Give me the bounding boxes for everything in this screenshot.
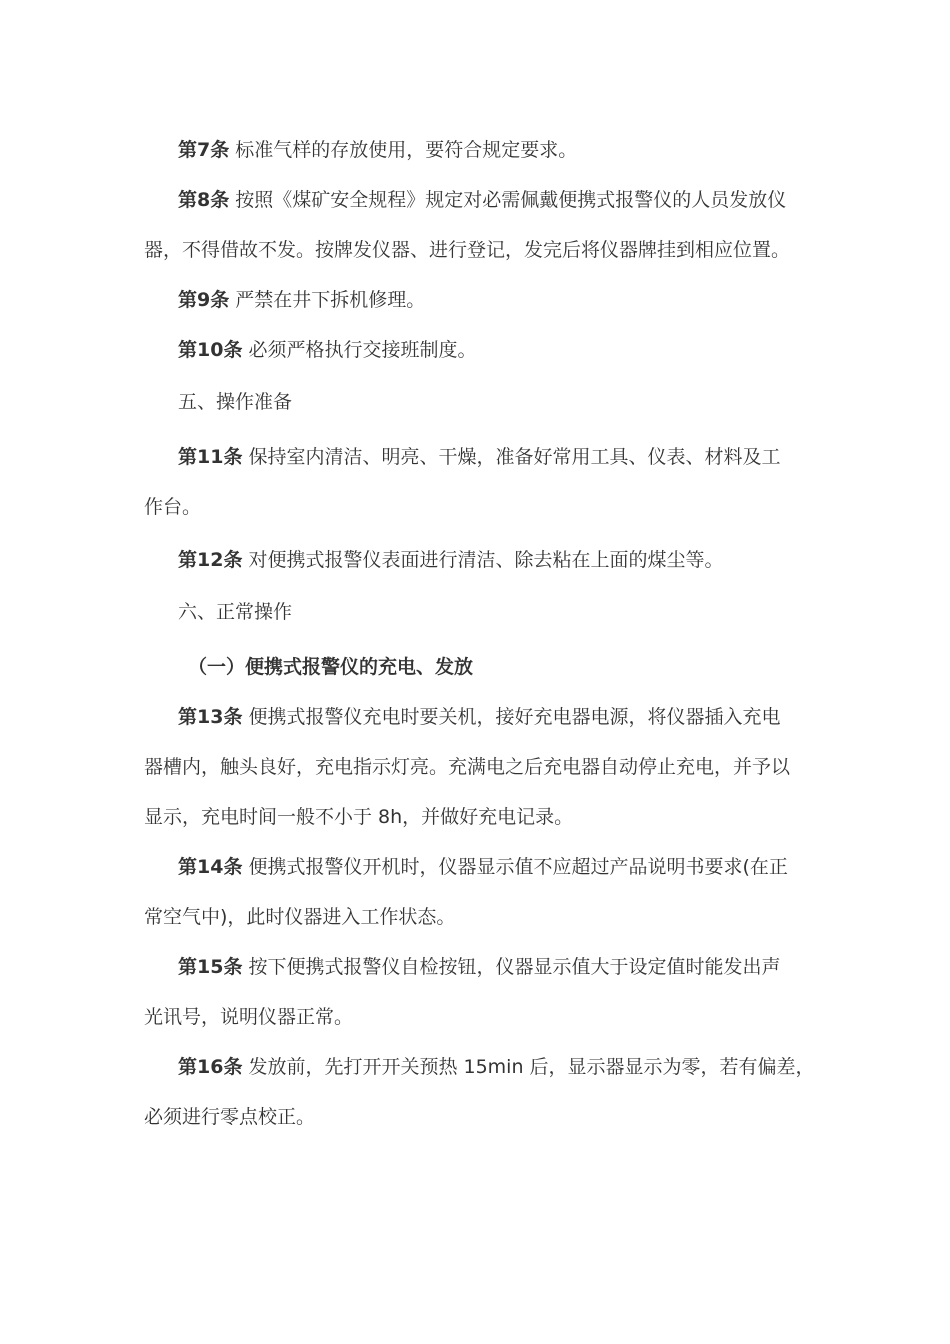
article-11-cont: 作台。 xyxy=(144,496,202,518)
article-text: 保持室内清洁、明亮、干燥，准备好常用工具、仪表、材料及工 xyxy=(248,446,781,468)
article-9 xyxy=(178,287,425,313)
article-8 xyxy=(178,187,786,213)
article-14 xyxy=(178,854,788,880)
article-15-cont: 光讯号，说明仪器正常。 xyxy=(144,1006,354,1028)
article-label: 第15条 xyxy=(178,956,243,978)
section-heading-5: 五、操作准备 xyxy=(178,391,293,413)
article-16-cont: 必须进行零点校正。 xyxy=(144,1106,316,1128)
section-heading-6: 六、正常操作 xyxy=(178,601,293,623)
article-10 xyxy=(178,337,476,363)
article-text: 标准气样的存放使用，要符合规定要求。 xyxy=(235,139,578,161)
article-text: 便携式报警仪充电时要关机，接好充电器电源，将仪器插入充电 xyxy=(248,706,781,728)
article-text: 便携式报警仪开机时，仪器显示值不应超过产品说明书要求(在正 xyxy=(248,856,788,878)
article-label: 第8条 xyxy=(178,189,230,211)
article-label: 第11条 xyxy=(178,446,243,468)
article-label: 第10条 xyxy=(178,339,243,361)
article-16 xyxy=(178,1054,815,1080)
article-label: 第14条 xyxy=(178,856,243,878)
article-15 xyxy=(178,954,780,980)
article-text: 按下便携式报警仪自检按钮，仪器显示值大于设定值时能发出声 xyxy=(248,956,781,978)
article-text: 按照《煤矿安全规程》规定对必需佩戴便携式报警仪的人员发放仪 xyxy=(235,189,787,211)
article-12 xyxy=(178,547,723,573)
article-text: 发放前，先打开开关预热 15min 后，显示器显示为零，若有偏差， xyxy=(248,1056,815,1078)
article-13-cont: 器槽内，触头良好，充电指示灯亮。充满电之后充电器自动停止充电，并予以 xyxy=(144,756,791,778)
article-text: 对便携式报警仪表面进行清洁、除去粘在上面的煤尘等。 xyxy=(248,549,724,571)
article-text: 必须严格执行交接班制度。 xyxy=(248,339,477,361)
article-label: 第13条 xyxy=(178,706,243,728)
article-13-cont: 显示，充电时间一般不小于 8h，并做好充电记录。 xyxy=(144,806,574,828)
article-7 xyxy=(178,137,577,163)
article-label: 第16条 xyxy=(178,1056,243,1078)
article-14-cont: 常空气中)，此时仪器进入工作状态。 xyxy=(144,906,456,928)
article-label: 第9条 xyxy=(178,289,230,311)
article-text: 严禁在井下拆机修理。 xyxy=(235,289,426,311)
subsection-heading: （一）便携式报警仪的充电、发放 xyxy=(188,656,474,678)
article-label: 第12条 xyxy=(178,549,243,571)
article-13 xyxy=(178,704,780,730)
article-label: 第7条 xyxy=(178,139,230,161)
article-8-cont: 器，不得借故不发。按牌发仪器、进行登记，发完后将仪器牌挂到相应位置。 xyxy=(144,239,791,261)
article-11 xyxy=(178,444,780,470)
